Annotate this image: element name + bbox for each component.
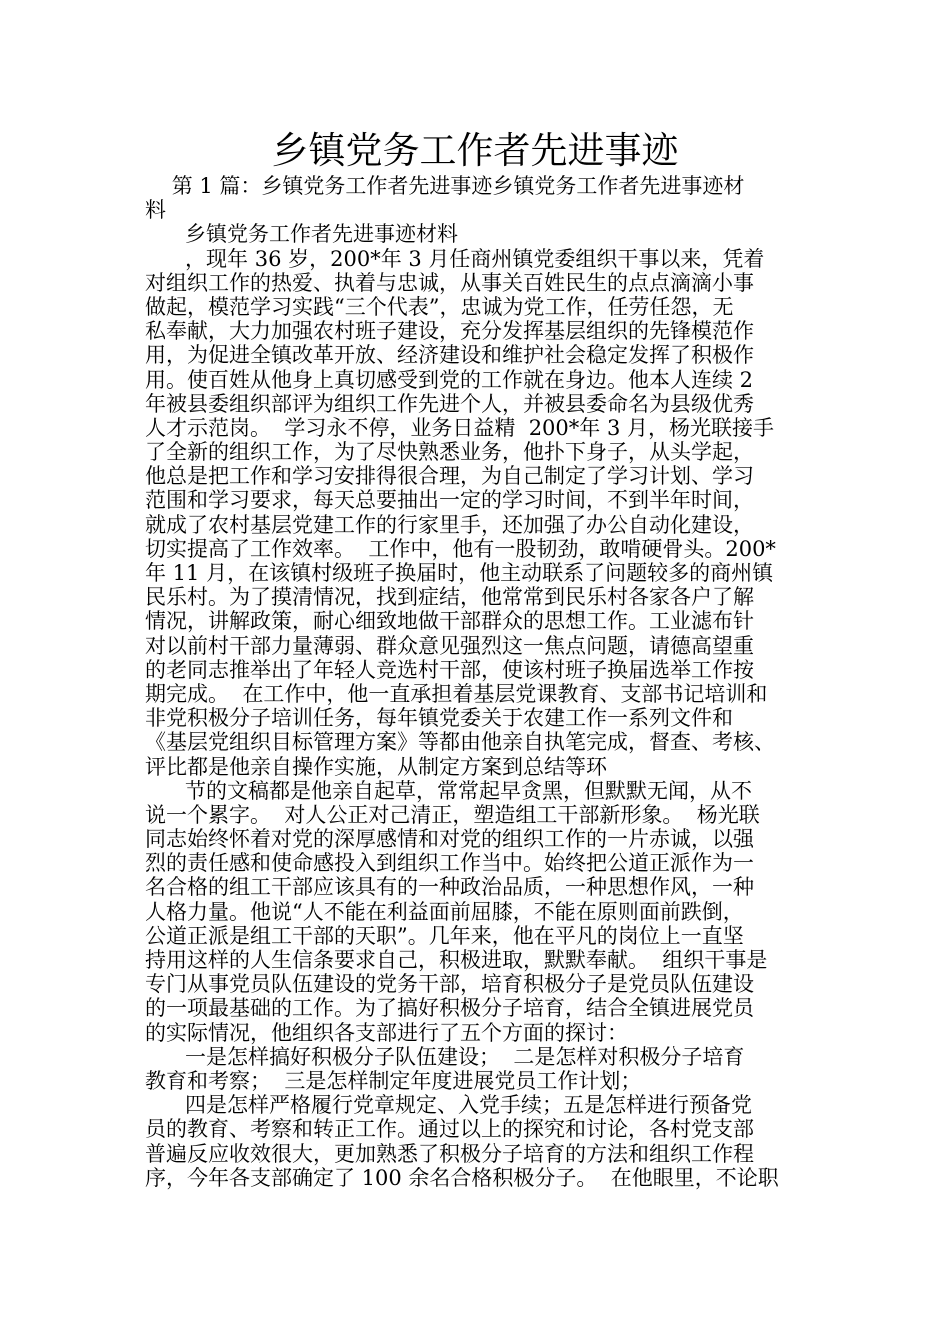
text-line: 对以前村干部力量薄弱、群众意见强烈这一焦点问题，请德高望重: [145, 633, 754, 658]
text-line: 员的教育、考察和转正工作。通过以上的探究和讨论，各村党支部: [145, 1117, 754, 1142]
text-line: 做起，模范学习实践“三个代表”，忠诚为党工作，任劳任怨，无: [145, 294, 734, 319]
text-line: 一是怎样搞好积极分子队伍建设； 二是怎样对积极分子培育: [145, 1044, 745, 1069]
text-line: 专门从事党员队伍建设的党务干部，培育积极分子是党员队伍建设: [145, 972, 754, 997]
text-line: 教育和考察； 三是怎样制定年度进展党员工作计划；: [145, 1068, 642, 1093]
text-line: 用。使百姓从他身上真切感受到党的工作就在身边。他本人连续 2: [145, 367, 754, 392]
text-line: 四是怎样严格履行党章规定、入党手续；五是怎样进行预备党: [145, 1093, 753, 1118]
document-title: 乡镇党务工作者先进事迹: [271, 129, 679, 172]
text-line: 年 11 月，在该镇村级班子换届时，他主动联系了问题较多的商州镇: [145, 561, 774, 585]
text-line: 名合格的组工干部应该具有的一种政治品质，一种思想作风，一种: [145, 875, 754, 900]
text-line: 期完成。 在工作中，他一直承担着基层党课教育、支部书记培训和: [145, 681, 768, 706]
text-line: 年被县委组织部评为组织工作先进个人，并被县委命名为县级优秀: [145, 391, 754, 416]
text-line: 对组织工作的热爱、执着与忠诚，从事关百姓民生的点点滴滴小事: [145, 270, 754, 295]
text-line: 的老同志推举出了年轻人竞选村干部，使该村班子换届选举工作按: [145, 657, 754, 682]
text-line: 的一项最基础的工作。为了搞好积极分子培育，结合全镇进展党员: [145, 996, 754, 1021]
text-line: 范围和学习要求，每天总要抽出一定的学习时间，不到半年时间，: [145, 488, 754, 513]
text-line: 民乐村。为了摸清情况，找到症结，他常常到民乐村各家各户了解: [145, 585, 754, 610]
text-line: 第 1 篇：乡镇党务工作者先进事迹乡镇党务工作者先进事迹材: [145, 174, 745, 198]
text-line: 人才示范岗。 学习永不停，业务日益精 200*年 3 月，杨光联接手: [145, 415, 774, 440]
text-line: 私奉献，大力加强农村班子建设，充分发挥基层组织的先锋模范作: [145, 319, 754, 344]
text-line: 人格力量。他说“人不能在利益面前屈膝，不能在原则面前跌倒，: [145, 899, 744, 924]
text-line: ，现年 36 岁，200*年 3 月任商州镇党委组织干事以来，凭着: [145, 246, 765, 271]
text-line: 序，今年各支部确定了 100 余名合格积极分子。 在他眼里，不论职: [145, 1165, 779, 1190]
text-line: 说一个累字。 对人公正对己清正，塑造组工干部新形象。 杨光联: [145, 802, 760, 827]
text-line: 他总是把工作和学习安排得很合理，为自己制定了学习计划、学习: [145, 464, 754, 489]
text-line: 的实际情况，他组织各支部进行了五个方面的探讨：: [145, 1020, 628, 1045]
text-line: 烈的责任感和使命感投入到组织工作当中。始终把公道正派作为一: [145, 851, 754, 876]
text-line: 节的文稿都是他亲自起草，常常起早贪黑，但默默无闻，从不: [145, 778, 753, 803]
text-line: 乡镇党务工作者先进事迹材料: [145, 222, 459, 247]
text-line: 情况，讲解政策，耐心细致地做干部群众的思想工作。工业滤布针: [145, 609, 754, 634]
text-line: 用，为促进全镇改革开放、经济建设和维护社会稳定发挥了积极作: [145, 343, 754, 368]
text-line: 切实提高了工作效率。 工作中，他有一股韧劲，敢啃硬骨头。200*: [145, 536, 776, 561]
text-line: 了全新的组织工作，为了尽快熟悉业务，他扑下身子，从头学起，: [145, 440, 754, 465]
text-line: 普遍反应收效很大，更加熟悉了积极分子培育的方法和组织工作程: [145, 1141, 754, 1166]
text-line: 就成了农村基层党建工作的行家里手，还加强了办公自动化建设，: [145, 512, 754, 537]
text-line: 持用这样的人生信条要求自己，积极进取，默默奉献。 组织干事是: [145, 948, 768, 972]
document-body: [145, 174, 825, 1190]
text-line: 公道正派是组工干部的天职”。几年来，他在平凡的岗位上一直坚: [145, 923, 744, 948]
text-line: 《基层党组织目标管理方案》等都由他亲自执笔完成，督查、考核、: [145, 730, 775, 755]
text-line: 料: [145, 198, 166, 223]
text-line: 非党积极分子培训任务，每年镇党委关于农建工作一系列文件和: [145, 706, 733, 731]
text-line: 同志始终怀着对党的深厚感情和对党的组织工作的一片赤诚，以强: [145, 827, 754, 852]
text-line: 评比都是他亲自操作实施，从制定方案到总结等环: [145, 754, 607, 779]
